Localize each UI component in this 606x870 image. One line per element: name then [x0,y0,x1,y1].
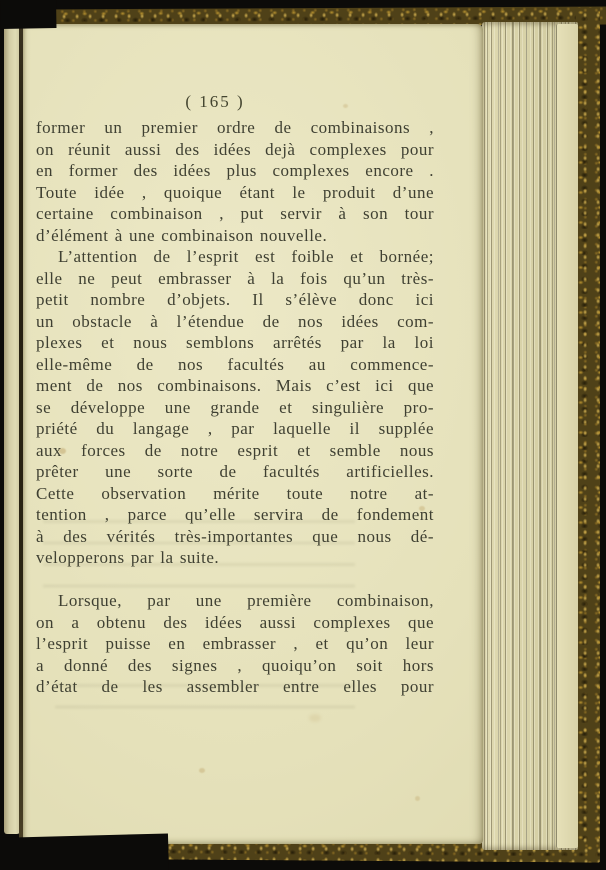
text-line: l’esprit puisse en embrasser , et qu’on leur [36,634,434,653]
paragraph [36,117,434,246]
text-line: à des vérités très-importantes que nous dé- [36,526,434,546]
text-line: se développe une grande et singulière pro- [36,397,434,417]
page-text [36,117,434,698]
flyleaf-edge [556,24,578,848]
facing-page-edge [4,26,20,834]
book-page [23,24,483,844]
text-line: Cette observation mérite toute notre at- [36,483,434,503]
text-line: prêter une sorte de facultés artificielles. [36,462,434,481]
text-line: un obstacle à l’étendue de nos idées com- [36,311,434,331]
text-line: petit nombre d’objets. Il s’élève donc ici [36,290,434,309]
text-line: a donné des signes , quoiqu’on soit hors [36,655,434,675]
paragraph [36,590,434,698]
text-line: L’attention de l’esprit est foible et bornée; [58,247,434,266]
page-number: ( 165 ) [185,92,245,111]
text-line: ment de nos combinaisons. Mais c’est ici que [36,376,434,395]
text-line: aux forces de notre esprit et semble nous [36,440,434,460]
text-line: tention , parce qu’elle servira de fondement [36,505,434,524]
foxing-spot [415,796,420,801]
text-line: Toute idée , quoique étant le produit d’une [36,182,434,202]
foxing-spot [59,448,66,454]
paragraph [36,246,434,569]
text-line: plexes et nous semblons arrêtés par la loi [36,333,434,352]
text-line: on réunit aussi des idées dejà complexes pour [36,139,434,159]
photo-corner-shadow [0,833,169,870]
marbled-cover-edge-right [576,8,600,860]
text-line: d’élément à une combinaison nouvelle. [36,225,328,245]
text-line: elle-même de nos facultés au commence- [36,354,434,374]
text-line: Lorsque, par une première combinaison, [58,591,434,610]
text-line: certaine combinaison , put servir à son tour [36,204,434,223]
foxing-spot [419,506,425,511]
photo-corner-shadow [0,0,56,29]
text-line: on a obtenu des idées aussi complexes que [36,612,434,632]
text-line: en former des idées plus complexes encore . [36,161,434,180]
foxing-spot [199,768,205,773]
text-line: d’état de les assembler entre elles pour [36,677,434,696]
text-line: priété du langage , par laquelle il supplée [36,419,434,438]
text-line: former un premier ordre de combinaisons , [36,118,434,137]
text-line: elle ne peut embrasser à la fois qu’un très- [36,268,434,288]
foxing-spot [309,714,321,722]
text-line: velopperons par la suite. [36,548,220,567]
foxing-spot [343,104,348,108]
